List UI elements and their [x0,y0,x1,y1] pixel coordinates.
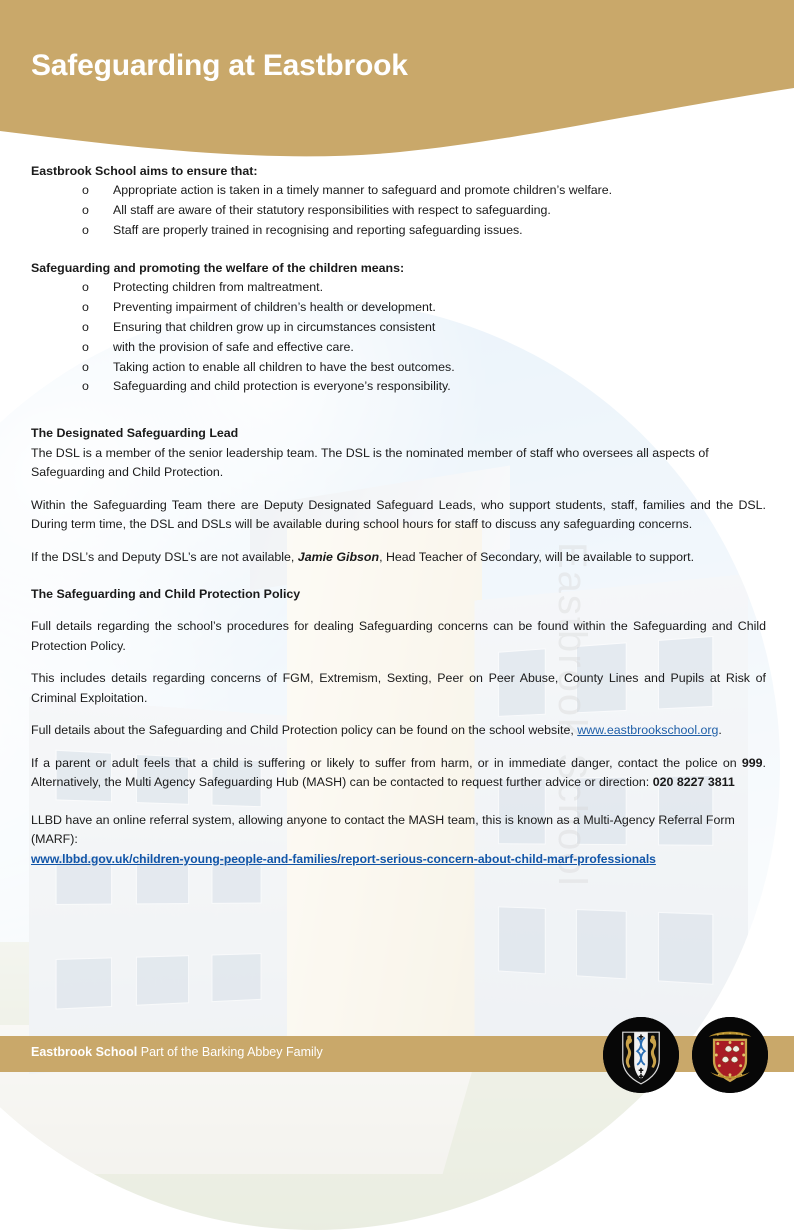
list-item-text: with the provision of safe and effective care. [113,339,354,354]
policy-p3-pre: Full details about the Safeguarding and Child Protection policy can be found on the school website, [31,723,578,738]
welfare-heading: Safeguarding and promoting the welfare of the children means: [31,260,405,275]
page-title: Safeguarding at Eastbrook [31,49,408,82]
policy-paragraph-1: Full details regarding the school’s procedures for dealing Safeguarding concerns can be found within the Safeguarding and Child Protection Policy. [31,619,766,653]
bullet-marker: o [82,223,89,238]
dsl-paragraph-2: Within the Safeguarding Team there are Deputy Designated Safeguard Leads, who support students, staff, families and the DSL. During term time, the DSL and DSLs will be available during school hours for staff to discuss any safeguarding concerns. [31,497,766,532]
background-watermark-text: Eastbrook School [550,541,594,888]
bullet-marker: o [82,203,89,218]
list-item [31,298,766,318]
list-item-text: Appropriate action is taken in a timely manner to safeguard and promote children’s welfare. [113,183,613,198]
spacer [31,708,766,721]
bullet-marker: o [82,359,89,374]
emergency-number: 999 [741,755,763,770]
list-item [31,318,766,338]
bullet-marker: o [82,280,89,295]
list-item-text: Safeguarding and child protection is everyone’s responsibility. [113,379,451,394]
list-item [31,377,766,397]
bullet-marker: o [82,379,89,394]
aims-list [31,181,766,241]
contact-mid: . Alternatively, the Multi Agency Safeguarding Hub (MASH) can be contacted to request further advice or direction: [31,755,766,790]
list-item [31,278,766,298]
list-item-text: Staff are properly trained in recognising and reporting safeguarding issues. [113,223,523,238]
dsl-heading: The Designated Safeguarding Lead [31,426,239,441]
spacer [31,604,766,617]
contact-paragraph [31,754,766,793]
spacer [31,535,766,548]
list-item-text: All staff are aware of their statutory responsibilities with respect to safeguarding. [113,203,551,218]
spacer [31,241,766,259]
dsl-p3-post: , Head Teacher of Secondary, will be available to support. [379,549,695,564]
policy-paragraph-2: This includes details regarding concerns of FGM, Extremism, Sexting, Peer on Peer Abuse, County Lines and Pupils at Risk of Criminal Exploitation. [31,671,766,705]
list-item [31,181,766,201]
footer-text [31,1045,323,1059]
school-website-link[interactable]: www.eastbrookschool.org [577,723,719,738]
contact-pre: If a parent or adult feels that a child is suffering or likely to suffer from harm, or in immediate danger, contact the police on [31,755,742,770]
mash-phone-number: 020 8227 3811 [652,775,735,790]
dsl-paragraph-1: The DSL is a member of the senior leadership team. The DSL is the nominated member of staff who oversees all aspects of Safeguarding and Child Protection. [31,445,709,480]
list-item-text: Ensuring that children grow up in circumstances consistent [113,319,436,334]
list-item [31,358,766,378]
list-item-text: Protecting children from maltreatment. [113,280,324,295]
list-item [31,201,766,221]
dsl-p3-pre: If the DSL’s and Deputy DSL’s are not available, [31,549,298,564]
policy-p3-post: . [718,723,722,738]
marf-paragraph: LLBD have an online referral system, allowing anyone to contact the MASH team, this is known as a Multi-Agency Referral Form (MARF): [31,812,735,847]
policy-paragraph-3 [31,721,766,740]
dsl-paragraph-3 [31,548,766,567]
bullet-marker: o [82,300,89,315]
head-teacher-name: Jamie Gibson [297,549,380,564]
welfare-list [31,278,766,397]
marf-referral-link[interactable]: www.lbbd.gov.uk/children-young-people-and-families/report-serious-concern-about-child-marf-professionals [31,851,656,866]
bullet-marker: o [82,339,89,354]
list-item-text: Preventing impairment of children’s health or development. [113,300,436,315]
barking-abbey-crest-icon [692,1017,768,1093]
spacer [31,741,766,754]
spacer [31,567,766,585]
bullet-marker: o [82,319,89,334]
header-band [0,0,794,170]
spacer [31,397,766,415]
aims-heading: Eastbrook School aims to ensure that: [31,164,258,178]
spacer [31,483,766,496]
bullet-marker: o [82,183,89,198]
eastbrook-school-crest-icon [603,1017,679,1093]
list-item [31,338,766,358]
spacer [31,793,766,811]
policy-heading: The Safeguarding and Child Protection Policy [31,587,301,602]
footer-tagline: Part of the Barking Abbey Family [137,1045,323,1059]
spacer [31,656,766,669]
list-item-text: Taking action to enable all children to have the best outcomes. [113,359,455,374]
list-item [31,221,766,241]
spacer [31,415,766,424]
document-body [31,162,766,868]
footer-school-name: Eastbrook School [31,1045,138,1059]
